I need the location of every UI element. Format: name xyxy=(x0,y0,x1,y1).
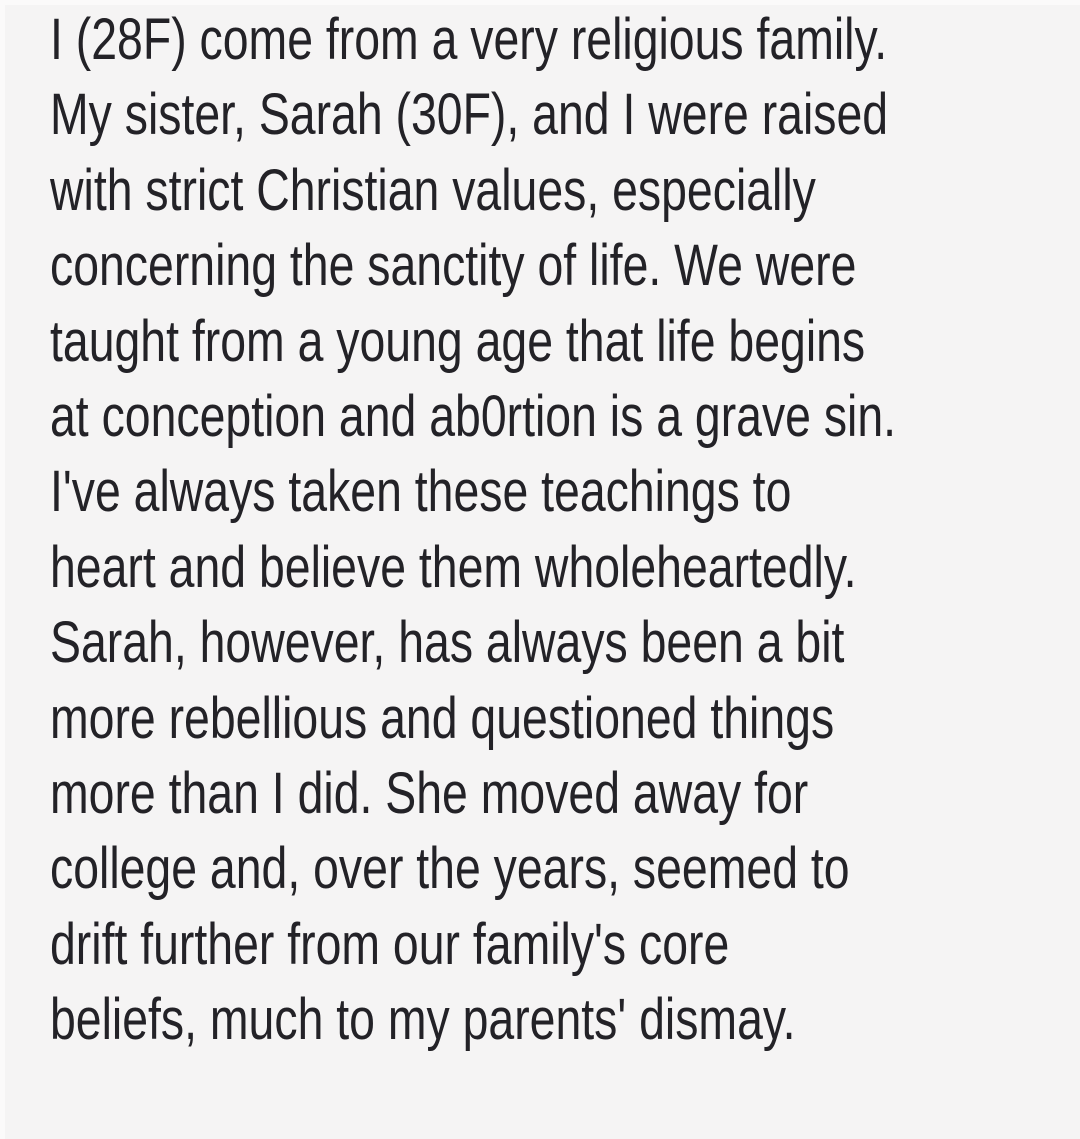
story-line: with strict Christian values, especially xyxy=(50,157,816,223)
story-line: Sarah, however, has always been a bit xyxy=(50,610,845,676)
story-line: drift further from our family's core xyxy=(50,911,730,977)
story-line: beliefs, much to my parents' dismay. xyxy=(50,987,796,1053)
story-text xyxy=(50,2,896,1057)
story-line: My sister, Sarah (30F), and I were raised xyxy=(50,82,889,148)
story-line: at conception and ab0rtion is a grave sin. xyxy=(50,383,897,449)
left-edge-highlight xyxy=(0,0,5,1139)
story-line: more than I did. She moved away for xyxy=(50,760,809,826)
story-line: I've always taken these teachings to xyxy=(50,459,792,525)
story-line: I (28F) come from a very religious family. xyxy=(50,7,888,72)
story-line: more rebellious and questioned things xyxy=(50,685,835,751)
story-line: taught from a young age that life begins xyxy=(50,308,866,374)
story-line: college and, over the years, seemed to xyxy=(50,836,850,902)
story-line: heart and believe them wholeheartedly. xyxy=(50,534,857,600)
story-line: concerning the sanctity of life. We were xyxy=(50,233,857,299)
